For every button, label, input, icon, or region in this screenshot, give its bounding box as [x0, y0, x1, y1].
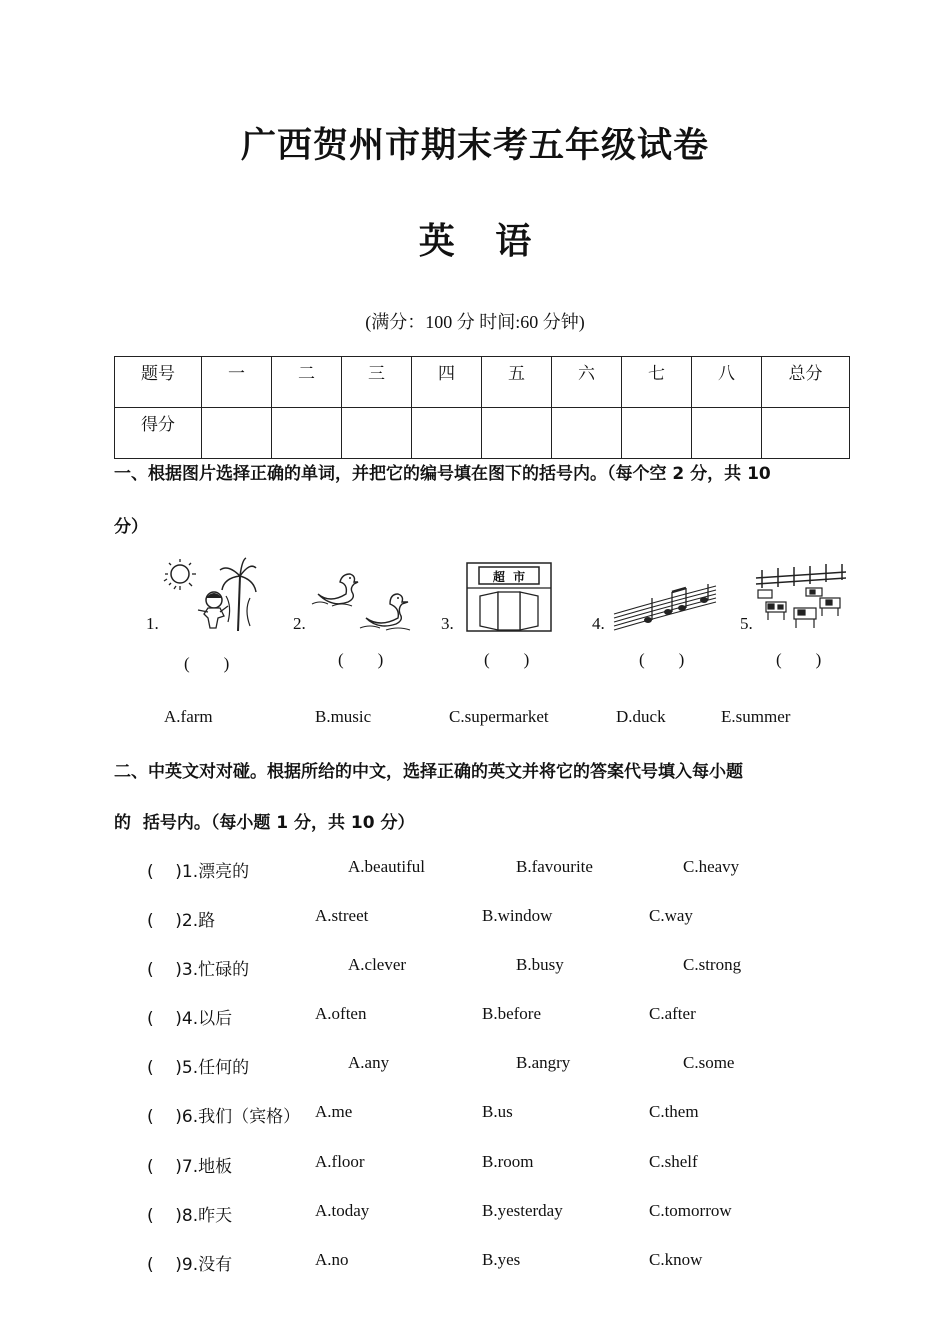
- score-cell[interactable]: [412, 408, 482, 459]
- choice-b: B.room: [482, 1152, 534, 1171]
- score-cell[interactable]: [342, 408, 412, 459]
- choice-a: A.today: [315, 1201, 370, 1220]
- picture-number: 2.: [293, 614, 306, 633]
- question-row: [147, 906, 907, 936]
- subject-title: 英 语: [418, 221, 546, 262]
- picture-number: 1.: [146, 614, 159, 633]
- picture-number: 4.: [592, 614, 605, 633]
- choice-b: B.busy: [516, 955, 564, 974]
- question-row: [147, 1004, 907, 1034]
- question-stem[interactable]: ( )7.地板: [147, 1157, 233, 1177]
- option-b: B.music: [315, 707, 372, 726]
- question-stem[interactable]: ( )3.忙碌的: [147, 960, 250, 980]
- choice-b: B.angry: [516, 1053, 571, 1072]
- choice-b: B.yes: [482, 1250, 521, 1269]
- choice-a: A.floor: [315, 1152, 365, 1171]
- music-notes-icon: [612, 584, 718, 632]
- answer-blank[interactable]: ( ): [776, 650, 822, 669]
- score-header-cell: 总分: [762, 357, 850, 408]
- option-e: E.summer: [721, 707, 791, 726]
- option-d: D.duck: [616, 707, 666, 726]
- question-row: [147, 1152, 907, 1182]
- choice-b: B.window: [482, 906, 553, 925]
- supermarket-icon: [466, 562, 552, 632]
- choice-c: C.shelf: [649, 1152, 698, 1171]
- choice-c: C.strong: [683, 955, 742, 974]
- choice-c: C.tomorrow: [649, 1201, 732, 1220]
- section1-title-cont: 分）: [114, 517, 148, 537]
- score-row-label: 得分: [115, 408, 202, 459]
- score-cell[interactable]: [762, 408, 850, 459]
- section2-title-cont: 的 括号内。（每小题 1 分，共 10 分）: [114, 813, 415, 833]
- question-row: [147, 1201, 907, 1231]
- question-row: [147, 857, 907, 887]
- question-stem[interactable]: ( )4.以后: [147, 1009, 233, 1029]
- option-a: A.farm: [164, 707, 213, 726]
- choice-a: A.clever: [348, 955, 407, 974]
- farm-animals-icon: [754, 560, 846, 632]
- choice-b: B.us: [482, 1102, 513, 1121]
- picture-number: 3.: [441, 614, 454, 633]
- question-stem[interactable]: ( )5.任何的: [147, 1058, 250, 1078]
- question-stem[interactable]: ( )2.路: [147, 911, 216, 931]
- score-header-cell: 三: [342, 357, 412, 408]
- score-header-cell: 二: [272, 357, 342, 408]
- supermarket-sign: 超 市: [492, 570, 526, 584]
- score-cell[interactable]: [552, 408, 622, 459]
- question-stem[interactable]: ( )6.我们（宾格）: [147, 1107, 301, 1127]
- answer-blank[interactable]: ( ): [184, 654, 230, 673]
- question-row: [147, 1102, 907, 1132]
- score-header-cell: 四: [412, 357, 482, 408]
- question-stem[interactable]: ( )1.漂亮的: [147, 862, 250, 882]
- choice-a: A.any: [348, 1053, 390, 1072]
- choice-b: B.favourite: [516, 857, 593, 876]
- choice-c: C.know: [649, 1250, 703, 1269]
- sun-palm-girl-icon: [158, 556, 258, 632]
- ducks-icon: [310, 568, 418, 632]
- score-header-cell: 六: [552, 357, 622, 408]
- question-row: [147, 1250, 907, 1280]
- choice-c: C.after: [649, 1004, 696, 1023]
- choice-b: B.before: [482, 1004, 542, 1023]
- choice-a: A.street: [315, 906, 369, 925]
- score-header-cell: 七: [622, 357, 692, 408]
- exam-info: (满分：100 分 时间:60 分钟): [365, 312, 585, 332]
- score-cell[interactable]: [202, 408, 272, 459]
- score-cell[interactable]: [482, 408, 552, 459]
- choice-c: C.way: [649, 906, 693, 925]
- score-header-cell: 五: [482, 357, 552, 408]
- choice-c: C.them: [649, 1102, 699, 1121]
- section1-title: 一、根据图片选择正确的单词，并把它的编号填在图下的括号内。（每个空 2 分，共 10: [114, 464, 771, 484]
- score-header-cell: 八: [692, 357, 762, 408]
- score-cell[interactable]: [692, 408, 762, 459]
- answer-blank[interactable]: ( ): [639, 650, 685, 669]
- score-table-header-row: [115, 357, 850, 408]
- choice-c: C.heavy: [683, 857, 740, 876]
- answer-blank[interactable]: ( ): [338, 650, 384, 669]
- score-header-cell: 一: [202, 357, 272, 408]
- question-row: [147, 955, 907, 985]
- score-cell[interactable]: [622, 408, 692, 459]
- score-table: [114, 356, 850, 459]
- score-table-score-row: [115, 408, 850, 459]
- option-c: C.supermarket: [449, 707, 549, 726]
- question-stem[interactable]: ( )8.昨天: [147, 1206, 233, 1226]
- score-cell[interactable]: [272, 408, 342, 459]
- choice-a: A.no: [315, 1250, 349, 1269]
- choice-b: B.yesterday: [482, 1201, 563, 1220]
- choice-c: C.some: [683, 1053, 735, 1072]
- section2-title: 二、中英文对对碰。根据所给的中文，选择正确的英文并将它的答案代号填入每小题: [114, 762, 743, 782]
- page-title: 广西贺州市期末考五年级试卷: [240, 126, 709, 166]
- picture-number: 5.: [740, 614, 753, 633]
- choice-a: A.me: [315, 1102, 353, 1121]
- question-row: [147, 1053, 907, 1083]
- question-stem[interactable]: ( )9.没有: [147, 1255, 233, 1275]
- choice-a: A.often: [315, 1004, 367, 1023]
- answer-blank[interactable]: ( ): [484, 650, 530, 669]
- choice-a: A.beautiful: [348, 857, 425, 876]
- score-header-cell: 题号: [115, 357, 202, 408]
